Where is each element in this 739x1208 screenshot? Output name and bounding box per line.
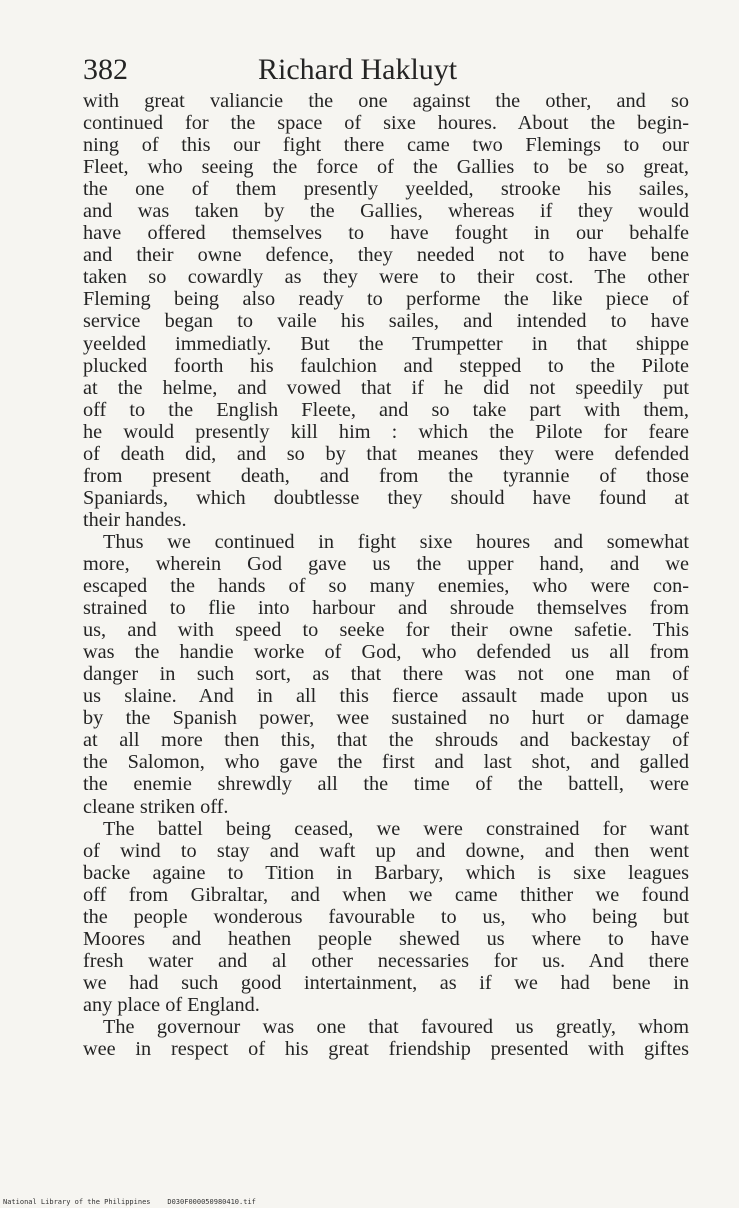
text-line: the Salomon, who gave the first and last shot, and galled	[83, 751, 689, 774]
text-line: wee in respect of his great friendship presented with giftes	[83, 1038, 689, 1061]
text-line: fresh water and al other necessaries for us. And there	[83, 949, 689, 972]
text-line: more, wherein God gave us the upper hand, and we	[83, 552, 689, 575]
text-line: the people wonderous favourable to us, who being but	[83, 905, 689, 928]
text-line: yeelded immediatly. But the Trumpetter in that shippe	[83, 332, 689, 355]
text-line: by the Spanish power, wee sustained no hurt or damage	[83, 707, 689, 730]
text-line: ning of this our fight there came two Flemings to our	[83, 134, 689, 157]
text-line: off from Gibraltar, and when we came thither we found	[83, 883, 689, 906]
running-head: Richard Hakluyt	[258, 53, 458, 86]
text-line: we had such good intertainment, as if we had bene in	[83, 971, 689, 994]
text-line: off to the English Fleete, and so take part with them,	[83, 398, 689, 421]
text-line: The battel being ceased, we were constrained for want	[103, 817, 689, 840]
text-line: us, and with speed to seeke for their owne safetie. This	[83, 619, 689, 642]
text-line: from present death, and from the tyrannie of those	[83, 464, 689, 487]
footer-filename: D030F000050980410.tif	[167, 1198, 256, 1206]
text-line: Fleming being also ready to performe the like piece of	[83, 288, 689, 311]
text-line: the enemie shrewdly all the time of the battell, were	[83, 773, 689, 796]
text-line: continued for the space of sixe houres. About the begin-	[83, 112, 689, 135]
text-line: he would presently kill him : which the Pilote for feare	[83, 420, 689, 443]
text-line: with great valiancie the one against the other, and so	[83, 90, 689, 112]
text-line: of wind to stay and waft up and downe, and then went	[83, 839, 689, 862]
text-line: and their owne defence, they needed not to have bene	[83, 244, 689, 267]
scan-footer	[3, 1198, 256, 1207]
text-line: us slaine. And in all this fierce assault made upon us	[83, 685, 689, 708]
text-line: strained to flie into harbour and shroude themselves from	[83, 597, 689, 620]
page-header	[83, 50, 683, 90]
text-line: Fleet, who seeing the force of the Gallies to be so great,	[83, 156, 689, 179]
text-line: at all more then this, that the shrouds and backestay of	[83, 729, 689, 752]
text-line: The governour was one that favoured us greatly, whom	[103, 1015, 689, 1038]
text-line: and was taken by the Gallies, whereas if they would	[83, 200, 689, 223]
text-line: danger in such sort, as that there was not one man of	[83, 663, 689, 686]
page-number: 382	[83, 53, 128, 86]
text-line: Spaniards, which doubtlesse they should have found at	[83, 486, 689, 509]
text-line: plucked foorth his faulchion and stepped to the Pilote	[83, 354, 689, 377]
text-line: their handes.	[83, 508, 187, 531]
text-line: Moores and heathen people shewed us where to have	[83, 927, 689, 950]
text-line: any place of England.	[83, 993, 260, 1016]
text-line: of death did, and so by that meanes they were defended	[83, 442, 689, 465]
text-line: the one of them presently yeelded, strooke his sailes,	[83, 178, 689, 201]
footer-source: National Library of the Philippines	[3, 1198, 151, 1206]
text-line: Thus we continued in fight sixe houres and somewhat	[103, 530, 689, 553]
text-line: have offered themselves to have fought in our behalfe	[83, 222, 689, 245]
text-line: escaped the hands of so many enemies, who were con-	[83, 575, 689, 598]
text-line: cleane striken off.	[83, 795, 229, 818]
text-line: at the helme, and vowed that if he did not speedily put	[83, 376, 689, 399]
text-line: taken so cowardly as they were to their cost. The other	[83, 266, 689, 289]
body-text	[83, 90, 689, 1060]
text-line: service began to vaile his sailes, and intended to have	[83, 310, 689, 333]
text-line: backe againe to Tition in Barbary, which is sixe leagues	[83, 861, 689, 884]
text-line: was the handie worke of God, who defended us all from	[83, 641, 689, 664]
